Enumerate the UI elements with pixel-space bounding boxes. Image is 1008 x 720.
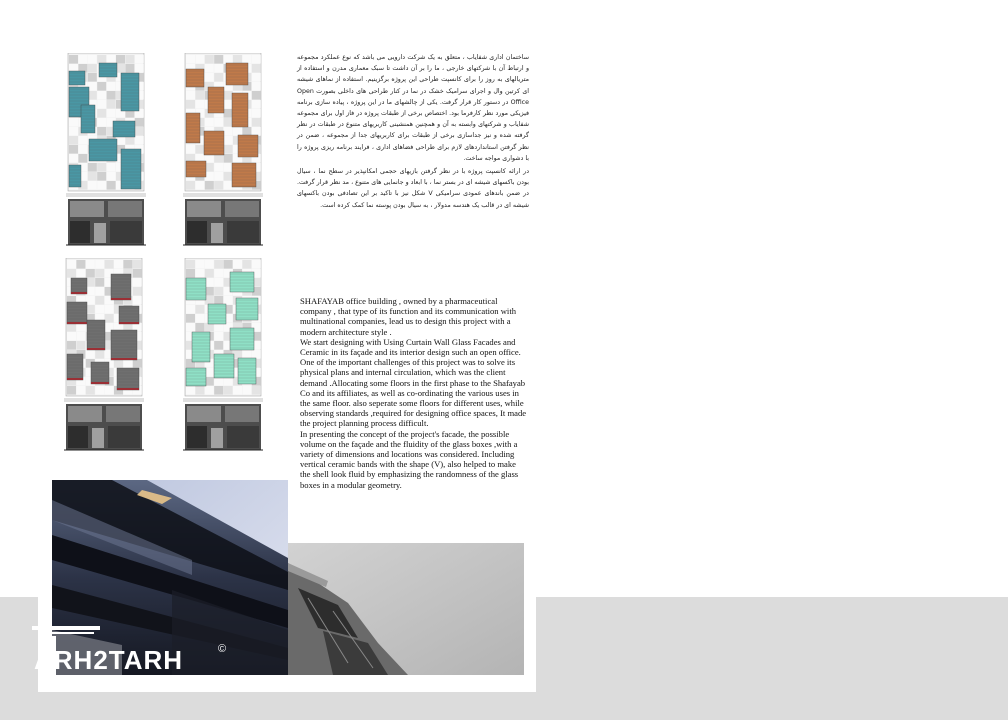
elevation-variant-teal [66,53,146,248]
elevation-variant-red [64,258,144,453]
english-paragraph: We start designing with Using Curtain Wall Glass Facades and Ceramic in its façade and its interior design such an open office. [300,336,521,358]
watermark-tagline: ALL RIGHT RESERVED [52,676,187,688]
english-paragraph: One of the important challenges of this project was to solve its physical plans and internal circulation, which was the client demand .Allocating some floors in the first phase to the Shafayab Co and its affiliates, as well as co-ordinating the various uses in the same floor. also seperate some floors for different uses, while observing standards ,required for designing office spaces, It made the project planning process difficult. [300,357,527,429]
persian-paragraph: ساختمان اداری شفایاب ، متعلق به یک شرکت دارویی می باشد که نوع عملکرد مجموعه و ارتباط آن با شرکتهای خارجی ، ما را بر آن داشت تا سبک معماری مدرن و استفاده از متریالهای به روز را برای کانسپت طراحی این پروژه برگزینیم. استفاده از نماهای شیشه ای کرتین وال و اجرای سرامیک خشک در نما در کنار طراحی های داخلی بصورت Open Office در دستور کار قرار گرفت. یکی از چالشهای ما در این پروژه ، پیاده سازی برنامه فیزیکی مورد نظر کارفرما بود. اختصاص برخی از طبقات پروژه در فاز اول برای مجموعه شفایاب و شرکتهای وابسته به آن و همچنین همنشینی کاربریهای متنوع در طبقات در نظر گرفته شده و نیز جداسازی برخی از طبقات برای کاربریهای جدا از مجموعه ، ضمن در نظر گرفتن استانداردهای لازم برای طراحی فضاهای اداری ، فرایند برنامه ریزی پروژه را با دشواری مواجه ساخت. [297,54,529,162]
watermark-brand: ARH2TARH [34,645,184,675]
english-paragraph: In presenting the concept of the project's facade, the possible volume on the façade and the fluidity of the glass boxes ,with a variety of dimensions and locations was considered. Including vertical ceramic bands with the shape (V), also helped to make the shell look fluid by emphasizing the randomness of the glass boxes in a modular geometry. [300,428,519,490]
copyright-icon: © [218,643,227,655]
elevation-variant-copper [183,53,263,248]
elevation-variant-mint [183,258,263,453]
building-corner-photo [288,543,524,675]
persian-paragraph: در ارائه کانسپت پروژه با در نظر گرفتن بازیهای حجمی امکانپذیر در سطح نما ، سیال بودن باکسهای شیشه ای در بستر نما ، با ابعاد و جانمایی های متنوع ، مد نظر قرار گرفت. در ضمن باندهای عمودی سرامیکی V شکل نیز با تاکید بر این تصادفی بودن باکسهای شیشه ای در قالب یک هندسه مدولار ، به سیال بودن پوسته نما کمک کرده است. [297,168,529,209]
persian-description [297,52,529,213]
english-description [300,296,528,490]
english-paragraph: SHAFAYAB office building , owned by a pharmaceutical company , that type of its function and its communication with multinational companies, lead us to design this project with a modern architecture style . [300,296,516,337]
